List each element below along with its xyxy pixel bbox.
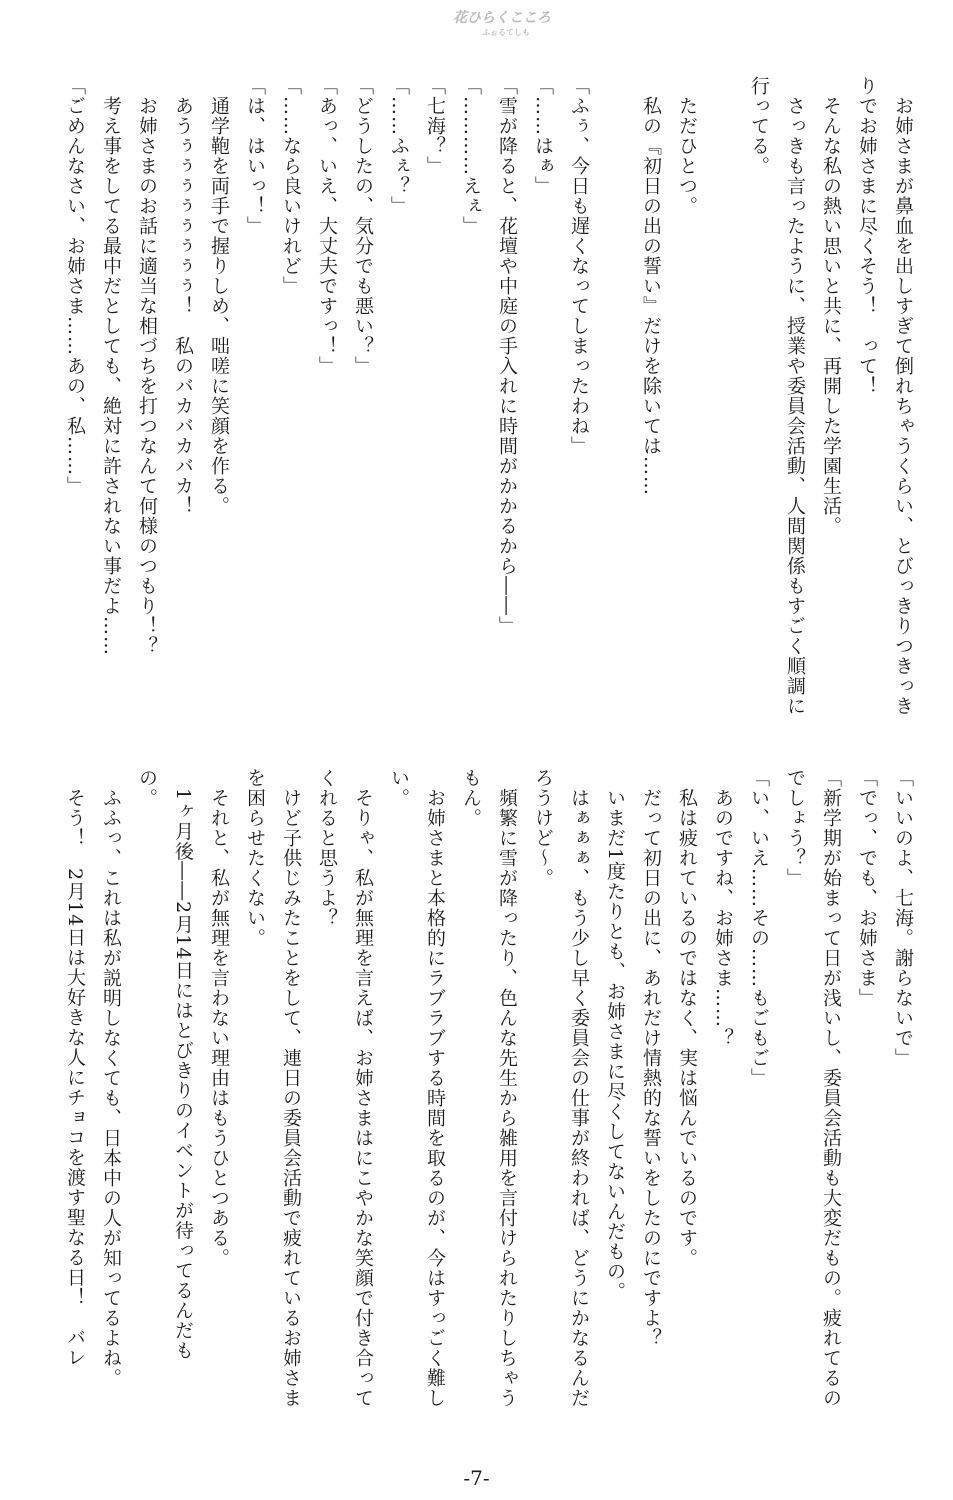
page-number: -7- <box>463 1466 490 1490</box>
text-column: あうぅぅぅぅぅぅぅぅ！ 私のバカバカバカ！ <box>172 76 194 516</box>
text-column: さっきも言ったように、授業や委員会活動、人間関係もすごく順調に <box>784 76 806 716</box>
text-column: 「どうしたの、気分でも悪い？」 <box>352 76 374 376</box>
text-column: だって初日の出に、あれだけ情熱的な誓いをしたのにですよ？ <box>640 768 662 1348</box>
text-column: 通学鞄を両手で握りしめ、咄嗟に笑顔を作る。 <box>208 76 230 516</box>
text-column: 「は、はいっ！」 <box>244 76 266 236</box>
text-column: 「雪が降ると、花壇や中庭の手入れに時間がかかるから――」 <box>496 76 518 636</box>
text-column: ろうけど～。 <box>532 768 554 888</box>
text-column: 「……なら良いけれど」 <box>280 76 302 296</box>
text-column: けど子供じみたことをして、連日の委員会活動で疲れているお姉さま <box>280 768 302 1408</box>
text-column: 「あっ、いえ、大丈夫ですっ！」 <box>316 76 338 376</box>
text-column: を困らせたくない。 <box>244 768 266 948</box>
text-column: あのですね、お姉さま……？ <box>712 768 734 1048</box>
bottom-text-block <box>57 768 921 1448</box>
svg-text:花ひらくこころ: 花ひらくこころ <box>453 10 551 26</box>
text-column: ただひとつ。 <box>676 76 698 216</box>
text-column: 私の『初日の出の誓い』だけを除いては…… <box>640 76 662 496</box>
text-column: そりゃ、私が無理を言えば、お姉さまはにこやかな笑顔で付き合って <box>352 768 374 1408</box>
text-column: 「七海？」 <box>424 76 446 176</box>
text-column: そう！ 2月14日は大好きな人にチョコを渡す聖なる日！ バレ <box>64 768 86 1368</box>
text-column: お姉さまが鼻血を出しすぎて倒れちゃうくらい、とびっきりつきっき <box>892 76 914 716</box>
text-column: そんな私の熱い思いと共に、再開した学園生活。 <box>820 76 842 536</box>
text-column <box>597 76 633 746</box>
text-column: 「……ふぇ？」 <box>388 76 410 216</box>
text-column: でしょう？」 <box>784 768 806 888</box>
text-column: 「でっ、でも、お姉さま」 <box>856 768 878 1008</box>
text-column <box>705 76 741 746</box>
text-column: ふふっ、これは私が説明しなくても、日本中の人が知ってるよね。 <box>100 768 122 1388</box>
text-column: 私は疲れているのではなく、実は悩んでいるのです。 <box>676 768 698 1268</box>
svg-text:ふぉるてしも: ふぉるてしも <box>482 28 530 37</box>
text-column: の。 <box>136 768 158 808</box>
text-column: 「…………えぇ」 <box>460 76 482 236</box>
text-column: 「……はぁ」 <box>532 76 554 196</box>
text-column: はぁぁぁ、もう少し早く委員会の仕事が終われば、どうにかなるんだ <box>568 768 590 1408</box>
text-column: 「新学期が始まって日が浅いし、委員会活動も大変だもの。疲れてるの <box>820 768 842 1408</box>
text-column: 考え事をしてる最中だとしても、絶対に許されない事だよ…… <box>100 76 122 656</box>
header-logo <box>453 4 551 40</box>
top-text-block <box>57 76 921 746</box>
text-column: いまだ1度たりとも、お姉さまに尽くしてないんだもの。 <box>604 768 626 1302</box>
text-column: くれると思うよ？ <box>316 768 338 928</box>
text-column: お姉さまと本格的にラブラブする時間を取るのが、今はすっごく難し <box>424 768 446 1408</box>
text-column: い。 <box>388 768 410 808</box>
text-column: りでお姉さまに尽くそう！ って！ <box>856 76 878 396</box>
text-column: それと、私が無理を言わない理由はもうひとつある。 <box>208 768 230 1268</box>
text-column: 「い、いえ……その……もごもご」 <box>748 768 770 1088</box>
text-column: 「いいのよ、七海。謝らないで」 <box>892 768 914 1068</box>
text-column: 「ふぅ、今日も遅くなってしまったわね」 <box>568 76 590 456</box>
text-column: 行ってる。 <box>748 76 770 176</box>
text-column: 頻繁に雪が降ったり、色んな先生から雑用を言付けられたりしちゃう <box>496 768 518 1408</box>
text-column: 「ごめんなさい、お姉さま……あの、私……」 <box>64 76 86 496</box>
text-column: もん。 <box>460 768 482 828</box>
text-column: お姉さまのお話に適当な相づちを打つなんて何様のつもり！？ <box>136 76 158 656</box>
text-column: 1ヶ月後――2月14日にはとびきりのイベントが待ってるんだも <box>172 768 194 1361</box>
